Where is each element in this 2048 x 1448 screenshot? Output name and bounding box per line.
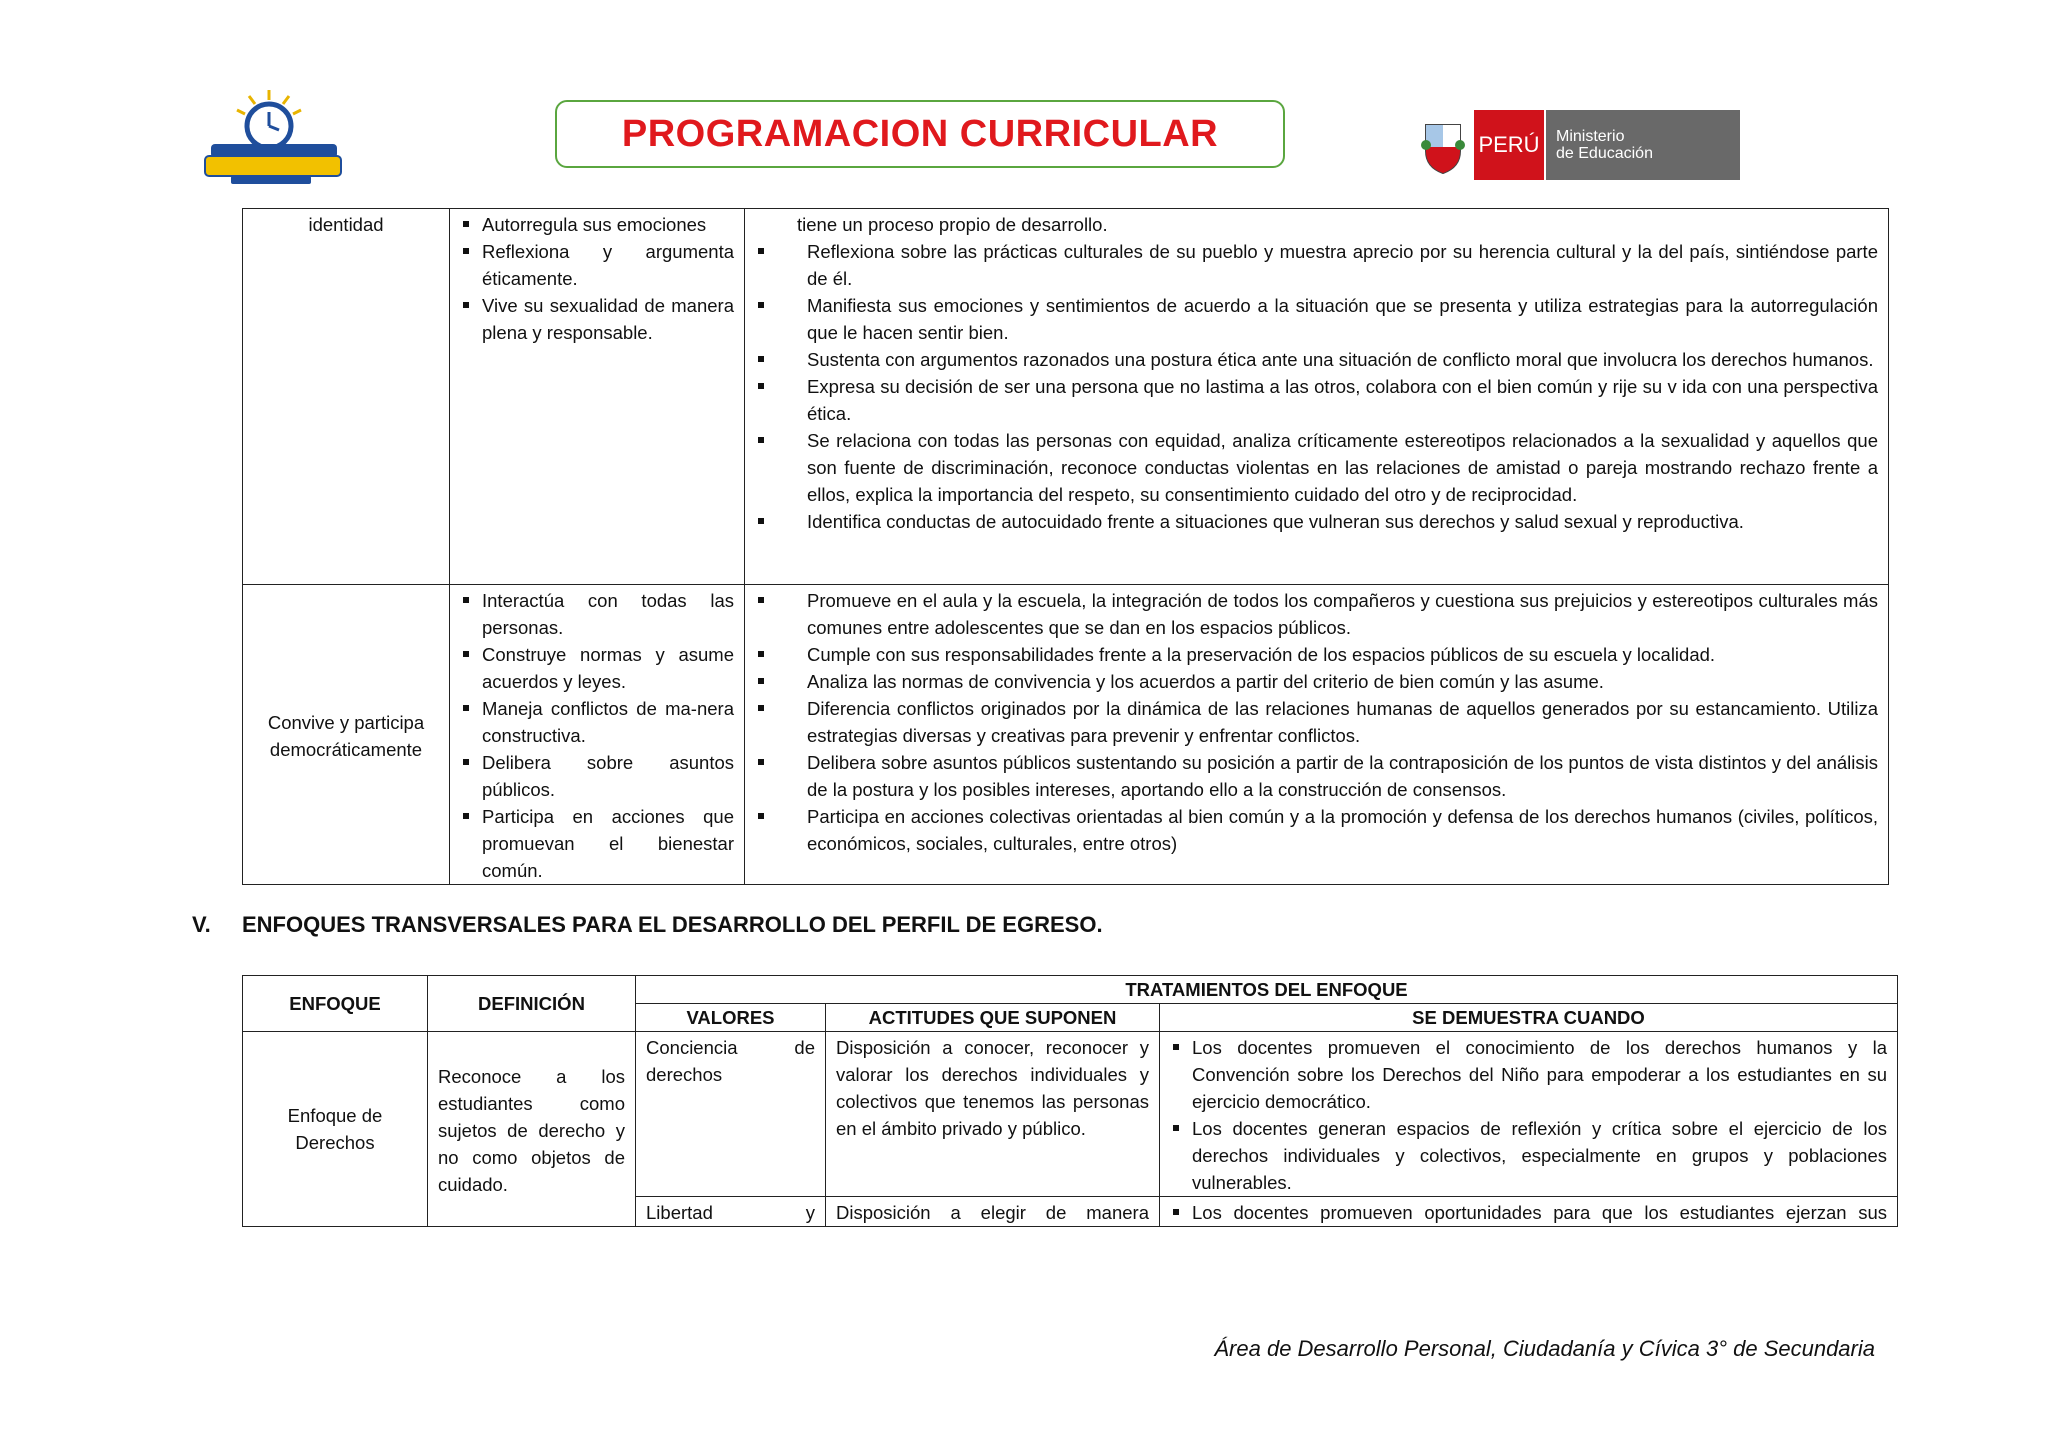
- actitud-cell: [826, 1197, 1160, 1227]
- competencia-label: identidad: [308, 214, 384, 235]
- list-item: Los docentes generan espacios de reflexión y crítica sobre el ejercicio de los derechos individuales y colectivos, especialmente en grupos y poblaciones vulnerables.: [1170, 1115, 1887, 1196]
- ministerio-educacion-logo: [1420, 110, 1750, 180]
- header-definicion: DEFINICIÓN: [428, 976, 636, 1032]
- valor-cell: [636, 1032, 826, 1197]
- enfoque-label: Enfoque de Derechos: [287, 1105, 383, 1153]
- jornada-escolar-completa-logo: [203, 88, 343, 188]
- header-demuestra: SE DEMUESTRA CUANDO: [1160, 1004, 1898, 1032]
- demuestra-cell: [1160, 1032, 1898, 1197]
- title-box: [555, 100, 1285, 168]
- page-footer: Área de Desarrollo Personal, Ciudadanía y Cívica 3° de Secundaria: [1214, 1336, 1875, 1361]
- list-item: Autorregula sus emociones: [460, 211, 734, 238]
- peru-label: PERÚ: [1474, 110, 1544, 180]
- header-enfoque: ENFOQUE: [243, 976, 428, 1032]
- section-title: ENFOQUES TRANSVERSALES PARA EL DESARROLLO DEL PERFIL DE EGRESO.: [242, 912, 1103, 937]
- desempenos-list: [755, 238, 1878, 535]
- competencia-cell: [243, 585, 450, 885]
- competencia-label: Convive y participa democráticamente: [267, 711, 425, 760]
- definicion-text: Reconoce a los estudiantes como sujetos de derecho y no como objetos de cuidado.: [438, 1065, 625, 1195]
- list-item: Expresa su decisión de ser una persona que no lastima a las otros, colabora con el bien común y rije su v ida con una perspectiva ética.: [755, 373, 1878, 427]
- list-item: Analiza las normas de convivencia y los acuerdos a partir del criterio de bien común y las asume.: [755, 668, 1878, 695]
- list-item: Participa en acciones colectivas orientadas al bien común y a la promoción y defensa de los derechos humanos (civiles, políticos, económicos, sociales, culturales, entre otros): [755, 803, 1878, 857]
- demuestra-cell: [1160, 1197, 1898, 1227]
- list-item: Reflexiona y argumenta éticamente.: [460, 238, 734, 292]
- list-item: Maneja conflictos de ma-nera constructiva.: [460, 695, 734, 749]
- valor-text: Conciencia de derechos: [646, 1037, 815, 1085]
- peru-shield-icon: [1420, 115, 1466, 175]
- ministry-line-1: Ministerio: [1556, 128, 1625, 145]
- list-item: Los docentes promueven oportunidades para que los estudiantes ejerzan sus: [1170, 1199, 1887, 1226]
- capacidades-list: [460, 211, 734, 346]
- list-item: Reflexiona sobre las prácticas culturales de su pueblo y muestra aprecio por su herencia cultural y la del país, sintiéndose parte de él.: [755, 238, 1878, 292]
- demuestra-list: [1170, 1034, 1887, 1196]
- section-heading: [192, 912, 1103, 938]
- table-header-row: [243, 976, 1898, 1004]
- enfoques-table: [242, 975, 1898, 1227]
- enfoque-cell: [243, 1032, 428, 1227]
- desempenos-cell: [745, 585, 1889, 885]
- desempenos-cell: [745, 209, 1889, 585]
- list-item: Los docentes promueven el conocimiento de los derechos humanos y la Convención sobre los Derechos del Niño para empoderar a los estudiantes en su ejercicio democrático.: [1170, 1034, 1887, 1115]
- actitud-cell: [826, 1032, 1160, 1197]
- list-item: Sustenta con argumentos razonados una postura ética ante una situación de conflicto moral que involucra los derechos humanos.: [755, 346, 1878, 373]
- header-actitudes: ACTITUDES QUE SUPONEN: [826, 1004, 1160, 1032]
- valor-text: Libertad y: [646, 1202, 815, 1223]
- list-item: Manifiesta sus emociones y sentimientos de acuerdo a la situación que se presenta y utiliza estrategias para la autorregulación que le hacen sentir bien.: [755, 292, 1878, 346]
- list-item: Cumple con sus responsabilidades frente a la preservación de los espacios públicos de su escuela y localidad.: [755, 641, 1878, 668]
- list-item: Diferencia conflictos originados por la dinámica de las relaciones humanas de aquellos generados por su estancamiento. Utiliza estrategias diversas y creativas para prevenir y enfrentar conflictos.: [755, 695, 1878, 749]
- capacidades-cell: [450, 209, 745, 585]
- actitud-text: Disposición a conocer, reconocer y valorar los derechos individuales y colectivos que tenemos las personas en el ámbito privado y público.: [836, 1037, 1149, 1139]
- table-row: [243, 1032, 1898, 1197]
- table-row: [243, 209, 1889, 585]
- capacidades-list: [460, 587, 734, 884]
- desempenos-list: [755, 587, 1878, 857]
- competencia-cell: [243, 209, 450, 585]
- competencias-table: [242, 208, 1889, 885]
- valor-cell: [636, 1197, 826, 1227]
- page-title: PROGRAMACION CURRICULAR: [621, 112, 1219, 155]
- list-item: Construye normas y asume acuerdos y leyes.: [460, 641, 734, 695]
- demuestra-list: [1170, 1199, 1887, 1226]
- list-item: Identifica conductas de autocuidado frente a situaciones que vulneran sus derechos y salud sexual y reproductiva.: [755, 508, 1878, 535]
- ministry-line-2: de Educación: [1556, 145, 1653, 162]
- table-row: [243, 585, 1889, 885]
- list-item: Interactúa con todas las personas.: [460, 587, 734, 641]
- header-valores: VALORES: [636, 1004, 826, 1032]
- list-item: Delibera sobre asuntos públicos sustentando su posición a partir de la contraposición de los puntos de vista distintos y del análisis de la postura y los posibles intereses, aportando ello a la construcción de consensos.: [755, 749, 1878, 803]
- section-number: V.: [192, 912, 211, 937]
- definicion-cell: [428, 1032, 636, 1227]
- desempeno-continuation: tiene un proceso propio de desarrollo.: [797, 214, 1108, 235]
- list-item: Promueve en el aula y la escuela, la integración de todos los compañeros y cuestiona sus prejuicios y estereotipos culturales más comunes entre adolescentes que se dan en los espacios públicos.: [755, 587, 1878, 641]
- list-item: Se relaciona con todas las personas con equidad, analiza críticamente estereotipos relacionados a la sexualidad y aquellos que son fuente de discriminación, reconoce conductas violentas en las relaciones de amistad o pareja mostrando rechazo frente a ellos, explica la importancia del respeto, su consentimiento cuidado del otro y de reciprocidad.: [755, 427, 1878, 508]
- list-item: Participa en acciones que promuevan el bienestar común.: [460, 803, 734, 884]
- ministry-label: [1544, 110, 1740, 180]
- capacidades-cell: [450, 585, 745, 885]
- list-item: Vive su sexualidad de manera plena y responsable.: [460, 292, 734, 346]
- list-item: Delibera sobre asuntos públicos.: [460, 749, 734, 803]
- header-tratamientos: TRATAMIENTOS DEL ENFOQUE: [636, 976, 1898, 1004]
- actitud-text: Disposición a elegir de manera: [836, 1202, 1149, 1223]
